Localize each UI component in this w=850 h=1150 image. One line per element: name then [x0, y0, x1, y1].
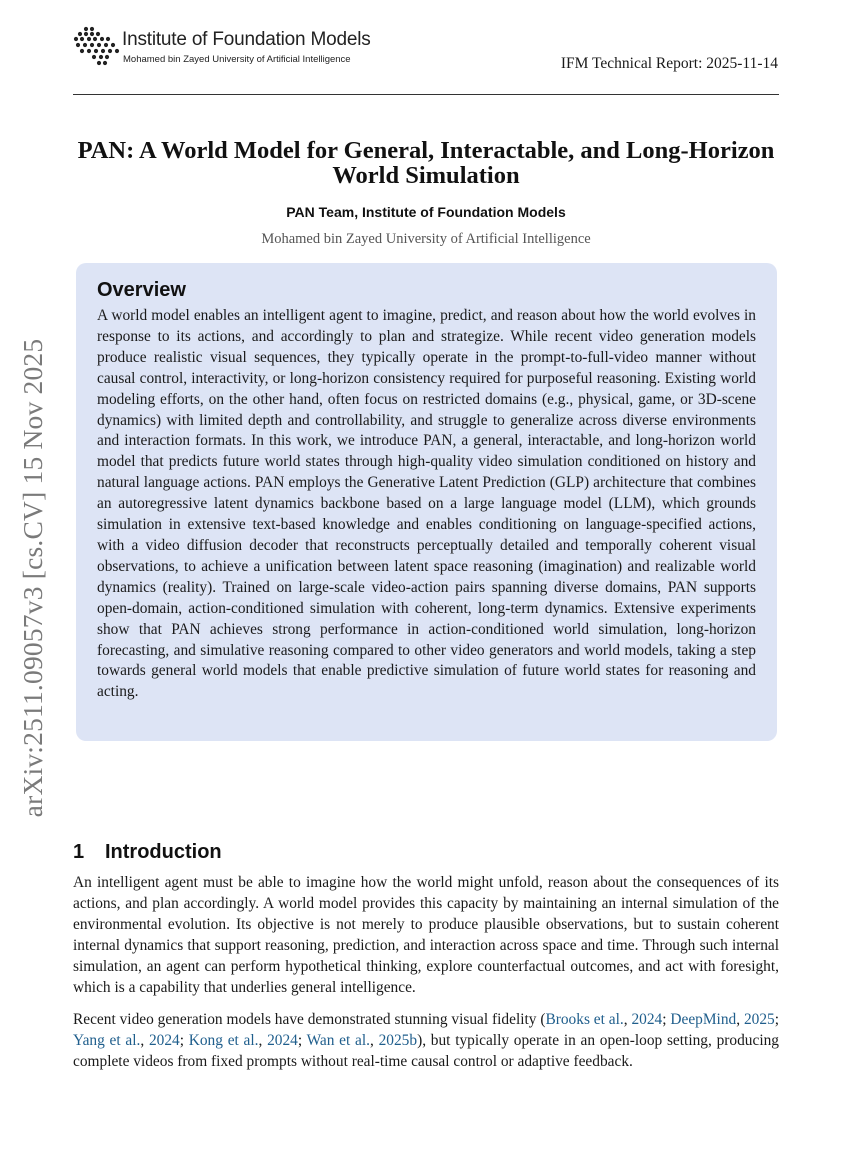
logo-subtitle: Mohamed bin Zayed University of Artificial Intelligence — [123, 54, 351, 65]
citation-deepmind[interactable]: DeepMind — [670, 1011, 737, 1028]
text-run: , — [623, 1011, 632, 1028]
text-run: ; — [297, 1031, 307, 1049]
logo-name: Institute of Foundation Models — [122, 29, 371, 50]
arxiv-stamp-text[interactable]: arXiv:2511.09057v3 [cs.CV] 15 Nov 2025 — [17, 338, 48, 818]
text-run: , — [258, 1031, 268, 1049]
header-divider — [73, 94, 779, 95]
ifm-logo — [72, 26, 392, 70]
citation-wan[interactable]: Wan et al. — [306, 1031, 370, 1049]
section-heading-introduction — [73, 841, 222, 864]
paper-affiliation: Mohamed bin Zayed University of Artificial Intelligence — [261, 231, 591, 247]
overview-heading: Overview — [97, 279, 186, 301]
citation-brooks[interactable]: Brooks et al. — [545, 1011, 624, 1028]
text-run: ), but typically operate in an open-loop setting, producing complete videos from fixed prompts without real-time causal control or adaptive feedback. — [73, 1031, 779, 1070]
text-run: ; — [179, 1031, 189, 1049]
text-run: ; — [662, 1011, 671, 1028]
text-run: ; — [774, 1011, 779, 1028]
citation-wan-year[interactable]: 2025b — [378, 1031, 418, 1049]
text-run: Recent video generation models have demonstrated stunning visual fidelity ( — [73, 1011, 546, 1028]
citation-yang[interactable]: Yang et al. — [73, 1031, 141, 1049]
overview-text: A world model enables an intelligent agent to imagine, predict, and reason about how the world evolves in response to its actions, and accordingly to plan and strategize. While recent video generation models produce realistic visual sequences, they typically operate in the prompt-to-full-video manner without causal control, interactivity, or long-horizon consistency required for purposeful reasoning. Existing world modeling efforts, on the other hand, often focus on restricted domains (e.g., physical, game, or 3D-scene dynamics) with limited depth and controllability, and struggle to generalize across diverse environments and interaction formats. In this work, we introduce PAN, a general, interactable, and long-horizon world model that predicts future world states through high-quality video simulation conditioned on history and natural language actions. PAN employs the Generative Latent Prediction (GLP) architecture that combines an autoregressive latent dynamics backbone based on a large language model (LLM), which grounds simulation in extensive text-based knowledge and enables conditioning on language-specified actions, with a video diffusion decoder that reconstructs perceptually detailed and temporally coherent visual observations, to achieve a unification between latent space reasoning (imagination) and realizable world dynamics (reality). Trained on large-scale video-action pairs spanning diverse domains, PAN supports open-domain, action-conditioned simulation with coherent, long-term dynamics. Extensive experiments show that PAN achieves strong performance in action-conditioned world simulation, long-horizon forecasting, and simulative reasoning compared to other video generators and world models, taking a step towards general world models that enable predictive simulation of future world states for reasoning and acting. — [97, 307, 756, 701]
citation-brooks-year[interactable]: 2024 — [631, 1011, 663, 1028]
section-number: 1 — [73, 841, 85, 863]
paper-title: PAN: A World Model for General, Interactable, and Long-Horizon World Simulation — [77, 137, 775, 189]
text-run: , — [140, 1031, 149, 1049]
citation-kong[interactable]: Kong et al. — [188, 1031, 259, 1049]
report-id: IFM Technical Report: 2025-11-14 — [560, 55, 778, 72]
text-run: , — [736, 1011, 744, 1028]
overview-box — [76, 263, 777, 741]
intro-paragraph-2 — [73, 1010, 779, 1073]
ifm-logo-mark-icon — [72, 26, 120, 66]
paper-authors: PAN Team, Institute of Foundation Models — [286, 204, 566, 220]
intro-paragraph-1: An intelligent agent must be able to imagine how the world might unfold, reason about the consequences of its actions, and plan accordingly. A world model provides this capacity by maintaining an internal simulation of the environmental evolution. Its objective is not merely to produce plausible observations, but to sustain coherent internal dynamics that support reasoning, prediction, and interaction across space and time. Through such internal simulation, an agent can perform hypothetical thinking, explore counterfactual outcomes, and act with foresight, which is a capability that underlies general intelligence. — [73, 874, 779, 996]
section-title: Introduction — [105, 841, 222, 863]
citation-kong-year[interactable]: 2024 — [267, 1031, 298, 1049]
citation-deepmind-year[interactable]: 2025 — [743, 1011, 775, 1028]
citation-yang-year[interactable]: 2024 — [148, 1031, 180, 1049]
text-run: , — [370, 1031, 379, 1049]
